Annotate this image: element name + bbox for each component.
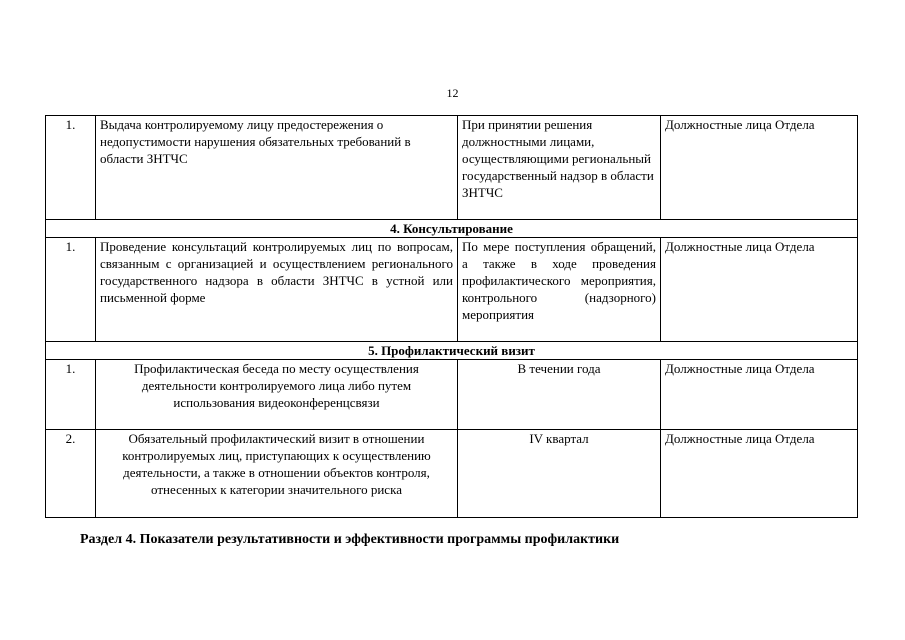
table-row: [46, 430, 858, 518]
measure-description: Выдача контролируемому лицу предостережения о недопустимости нарушения обязательных требований в области ЗНТЧС: [96, 116, 458, 220]
row-number: 2.: [46, 430, 96, 518]
measure-timing: По мере поступления обращений, а также в ходе проведения профилактического мероприятия, контрольного (надзорного) мероприятия: [458, 238, 661, 342]
section-title: 5. Профилактический визит: [46, 342, 858, 360]
table-row: [46, 360, 858, 430]
measure-responsible: Должностные лица Отдела: [661, 430, 858, 518]
section-row-preventive-visit: [46, 342, 858, 360]
section-heading: Раздел 4. Показатели результативности и эффективности программы профилактики: [80, 532, 620, 547]
section-row-consulting: [46, 220, 858, 238]
measure-timing: При принятии решения должностными лицами, осуществляющими региональный государственный надзор в области ЗНТЧС: [458, 116, 661, 220]
table-row: [46, 238, 858, 342]
table-row: [46, 116, 858, 220]
row-number: 1.: [46, 116, 96, 220]
section-title: 4. Консультирование: [46, 220, 858, 238]
measure-responsible: Должностные лица Отдела: [661, 116, 858, 220]
row-number: 1.: [46, 238, 96, 342]
measure-timing: В течении года: [458, 360, 661, 430]
measure-timing: IV квартал: [458, 430, 661, 518]
measure-description: Обязательный профилактический визит в отношении контролируемых лиц, приступающих к осуществлению деятельности, а также в отношении объектов контроля, отнесенных к категории значительного риска: [96, 430, 458, 518]
row-number: 1.: [46, 360, 96, 430]
prevention-measures-table: [45, 115, 858, 518]
measure-responsible: Должностные лица Отдела: [661, 360, 858, 430]
measure-responsible: Должностные лица Отдела: [661, 238, 858, 342]
measure-description: Проведение консультаций контролируемых лиц по вопросам, связанным с организацией и осуществлением регионального государственного надзора в области ЗНТЧС в устной или письменной форме: [96, 238, 458, 342]
page-number: 12: [446, 86, 459, 100]
measure-description: Профилактическая беседа по месту осуществления деятельности контролируемого лица либо путем использования видеоконференцсвязи: [96, 360, 458, 430]
